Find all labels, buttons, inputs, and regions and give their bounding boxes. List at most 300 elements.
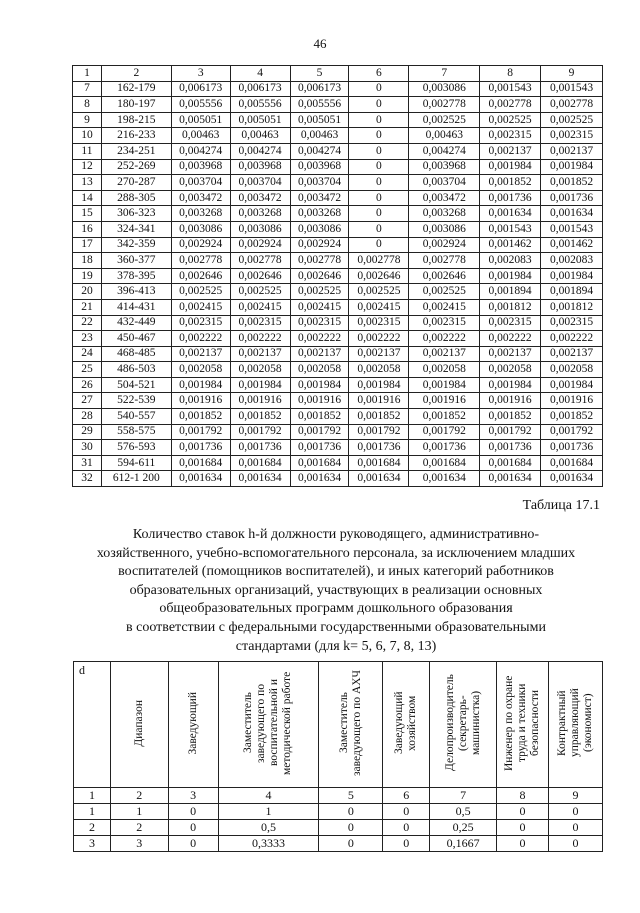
- table-cell: 0: [349, 112, 409, 128]
- table-cell: 0,002058: [171, 362, 230, 378]
- table-cell: 612-1 200: [101, 471, 171, 487]
- table-cell: 6: [349, 66, 409, 82]
- table-cell: 0,002646: [409, 268, 480, 284]
- table-cell: 0,001984: [541, 159, 603, 175]
- table-cell: 0,002315: [171, 315, 230, 331]
- table-cell: 0,002315: [290, 315, 349, 331]
- table-cell: 0,001543: [480, 81, 541, 97]
- table-cell: 396-413: [101, 284, 171, 300]
- table-cell: 0,003704: [290, 175, 349, 191]
- table-cell: 0,25: [430, 820, 497, 836]
- table-cell: 0,001634: [171, 471, 230, 487]
- table-cell: 0,001736: [171, 440, 230, 456]
- table-cell: 25: [73, 362, 102, 378]
- table-cell: 24: [73, 346, 102, 362]
- table-cell: 0,001634: [409, 471, 480, 487]
- table-row: [73, 206, 603, 222]
- table-cell: 0,003268: [290, 206, 349, 222]
- table-cell: 0,002315: [409, 315, 480, 331]
- table-cell: 0,001984: [541, 377, 603, 393]
- table-cell: 306-323: [101, 206, 171, 222]
- table-cell: 0,001792: [409, 424, 480, 440]
- table-cell: 342-359: [101, 237, 171, 253]
- table-cell: 0,001792: [480, 424, 541, 440]
- table-cell: 0,003704: [230, 175, 290, 191]
- table-cell: 0: [349, 81, 409, 97]
- table-cell: 0,002525: [349, 284, 409, 300]
- table-cell: 0,002415: [230, 299, 290, 315]
- table-cell: 0,001684: [409, 455, 480, 471]
- table-cell: 0,002222: [230, 331, 290, 347]
- table-cell: 0,002137: [541, 143, 603, 159]
- table-cell: 0,005051: [171, 112, 230, 128]
- table-cell: 0,002137: [480, 346, 541, 362]
- table-cell: 7: [430, 788, 497, 804]
- table-cell: 0,003968: [409, 159, 480, 175]
- table-cell: 27: [73, 393, 102, 409]
- table-cell: 0,1667: [430, 836, 497, 852]
- table-cell: 0,002222: [171, 331, 230, 347]
- table-cell: 4: [218, 788, 319, 804]
- table-cell: 450-467: [101, 331, 171, 347]
- table-cell: 0,001684: [171, 455, 230, 471]
- table-cell: 0,001792: [230, 424, 290, 440]
- table-row: [73, 424, 603, 440]
- table-cell: 180-197: [101, 97, 171, 113]
- table-cell: 0,002315: [541, 128, 603, 144]
- table-cell: 0,003268: [230, 206, 290, 222]
- table-row: [73, 409, 603, 425]
- table-cell: 29: [73, 424, 102, 440]
- table-cell: 0,001634: [230, 471, 290, 487]
- table-cell: 1: [74, 804, 111, 820]
- table-cell: 5: [319, 788, 383, 804]
- table-cell: 11: [73, 143, 102, 159]
- table-cell: 0,002924: [171, 237, 230, 253]
- table-cell: 0: [349, 206, 409, 222]
- table-cell: 0: [349, 190, 409, 206]
- table-cell: 8: [73, 97, 102, 113]
- table-cell: 0: [383, 836, 430, 852]
- table-cell: 3: [168, 788, 218, 804]
- header-cell-clerk: Делопроизводитель (секретарь-машинистка): [430, 662, 497, 788]
- table-cell: 0,002315: [230, 315, 290, 331]
- table-cell: 0,001634: [480, 206, 541, 222]
- table-cell: 0,001684: [541, 455, 603, 471]
- table-cell: 0,002525: [171, 284, 230, 300]
- table-cell: 9: [541, 66, 603, 82]
- header-cell-range: Диапазон: [110, 662, 168, 788]
- table-cell: 252-269: [101, 159, 171, 175]
- table-cell: 0,001736: [480, 440, 541, 456]
- table-cell: 0,001792: [171, 424, 230, 440]
- table-cell: 0,001984: [480, 268, 541, 284]
- table-cell: 576-593: [101, 440, 171, 456]
- table-cell: 0: [549, 804, 603, 820]
- table-cell: 0,00463: [171, 128, 230, 144]
- table-cell: 0,001634: [290, 471, 349, 487]
- table-cell: 0,003472: [171, 190, 230, 206]
- table-cell: 414-431: [101, 299, 171, 315]
- table-caption: [80, 526, 592, 656]
- table-cell: 0,002315: [480, 128, 541, 144]
- table-cell: 0,3333: [218, 836, 319, 852]
- table-row: [73, 237, 603, 253]
- table-cell: 0,001736: [409, 440, 480, 456]
- table-cell: 0,002058: [541, 362, 603, 378]
- table2-header-row: [74, 662, 603, 788]
- table-cell: 0,002222: [349, 331, 409, 347]
- table-cell: 0,002222: [409, 331, 480, 347]
- table-cell: 0,005556: [230, 97, 290, 113]
- page-number: 46: [313, 36, 327, 51]
- table-cell: 0,002525: [230, 284, 290, 300]
- column-number-row: [74, 788, 603, 804]
- table-cell: 0: [168, 804, 218, 820]
- table-cell: 5: [290, 66, 349, 82]
- header-cell-contract-manager: Контрактный управляющий (экономист): [549, 662, 603, 788]
- table-row: [73, 81, 603, 97]
- table-cell: 0,006173: [230, 81, 290, 97]
- table-cell: 0,002525: [290, 284, 349, 300]
- table-cell: 0: [549, 820, 603, 836]
- table-cell: 12: [73, 159, 102, 175]
- caption-line: в соответствии с федеральными государственными образовательными: [126, 619, 546, 635]
- table-cell: 0,002058: [409, 362, 480, 378]
- table-cell: 30: [73, 440, 102, 456]
- table-cell: 0,004274: [409, 143, 480, 159]
- table-cell: 0,001792: [290, 424, 349, 440]
- table-cell: 0: [349, 143, 409, 159]
- table-cell: 0,001984: [290, 377, 349, 393]
- table-cell: 0,002083: [541, 253, 603, 269]
- table-cell: 18: [73, 253, 102, 269]
- table-row: [73, 175, 603, 191]
- table-cell: 0,004274: [290, 143, 349, 159]
- table-row: [73, 455, 603, 471]
- table-cell: 0,002525: [480, 112, 541, 128]
- table-cell: 0,001543: [541, 221, 603, 237]
- table-row: [73, 128, 603, 144]
- table-cell: 0,001984: [541, 268, 603, 284]
- table-cell: 22: [73, 315, 102, 331]
- table-cell: 0,002222: [541, 331, 603, 347]
- table-cell: 0,002778: [409, 253, 480, 269]
- table-cell: 0,002646: [230, 268, 290, 284]
- table-cell: 0,002778: [409, 97, 480, 113]
- table-cell: 0,001634: [541, 471, 603, 487]
- table-cell: 1: [73, 66, 102, 82]
- table-cell: 0,001852: [290, 409, 349, 425]
- table-cell: 0,002058: [230, 362, 290, 378]
- table-cell: 0,003086: [409, 81, 480, 97]
- table-row: [73, 284, 603, 300]
- table-cell: 0: [319, 820, 383, 836]
- table-cell: 8: [480, 66, 541, 82]
- table-row: [73, 299, 603, 315]
- table-cell: 0,002137: [541, 346, 603, 362]
- table-cell: 0: [319, 836, 383, 852]
- table-cell: 0,001852: [480, 175, 541, 191]
- table-cell: 0,002315: [480, 315, 541, 331]
- table-cell: 0,002315: [349, 315, 409, 331]
- table-cell: 0: [383, 804, 430, 820]
- table-cell: 0: [549, 836, 603, 852]
- table-cell: 0,003086: [290, 221, 349, 237]
- table-cell: 0: [383, 820, 430, 836]
- table-cell: 0,001462: [480, 237, 541, 253]
- table-cell: 0,002525: [409, 284, 480, 300]
- header-cell-d: d: [74, 662, 111, 788]
- table-cell: 9: [549, 788, 603, 804]
- table-cell: 0,003268: [171, 206, 230, 222]
- table-cell: 4: [230, 66, 290, 82]
- table-cell: 270-287: [101, 175, 171, 191]
- table-cell: 234-251: [101, 143, 171, 159]
- table-cell: 14: [73, 190, 102, 206]
- table-cell: 0: [349, 128, 409, 144]
- table-cell: 0,003268: [409, 206, 480, 222]
- table-cell: 0,001916: [171, 393, 230, 409]
- table-cell: 0,001736: [230, 440, 290, 456]
- table-cell: 0,001792: [541, 424, 603, 440]
- table-cell: 0,001684: [349, 455, 409, 471]
- table-row: [73, 190, 603, 206]
- caption-line: стандартами (для k= 5, 6, 7, 8, 13): [235, 638, 437, 654]
- table-row: [73, 377, 603, 393]
- table-cell: 360-377: [101, 253, 171, 269]
- table-cell: 216-233: [101, 128, 171, 144]
- table-cell: 8: [497, 788, 549, 804]
- table-cell: 0,003704: [409, 175, 480, 191]
- table-cell: 0,002924: [290, 237, 349, 253]
- table-cell: 468-485: [101, 346, 171, 362]
- table-cell: 0,003086: [409, 221, 480, 237]
- table-cell: 0,001894: [480, 284, 541, 300]
- table-cell: 13: [73, 175, 102, 191]
- table-cell: 0: [497, 804, 549, 820]
- table-cell: 0,00463: [230, 128, 290, 144]
- table-cell: 0,002415: [290, 299, 349, 315]
- table-cell: 0,002137: [230, 346, 290, 362]
- table-cell: 0,001984: [409, 377, 480, 393]
- table-cell: 0,002525: [409, 112, 480, 128]
- table-row: [73, 362, 603, 378]
- table-cell: 9: [73, 112, 102, 128]
- table-cell: 2: [74, 820, 111, 836]
- table-cell: 0,002083: [480, 253, 541, 269]
- table-cell: 28: [73, 409, 102, 425]
- table-cell: 0,001984: [171, 377, 230, 393]
- table-cell: 0,001634: [541, 206, 603, 222]
- table-cell: 0,002778: [349, 253, 409, 269]
- table-cell: 21: [73, 299, 102, 315]
- table-cell: 0,002778: [480, 97, 541, 113]
- table-row: [73, 331, 603, 347]
- table-cell: 0,001916: [230, 393, 290, 409]
- table-cell: 2: [101, 66, 171, 82]
- table-cell: 486-503: [101, 362, 171, 378]
- table-cell: 7: [409, 66, 480, 82]
- table-row: [74, 804, 603, 820]
- table-cell: 0,002415: [349, 299, 409, 315]
- table-cell: 0,001852: [171, 409, 230, 425]
- table-row: [73, 315, 603, 331]
- table-cell: 504-521: [101, 377, 171, 393]
- header-cell-head: Заведующий: [168, 662, 218, 788]
- table-cell: 0,00463: [290, 128, 349, 144]
- table-cell: 0,002646: [171, 268, 230, 284]
- table-cell: 0,003704: [171, 175, 230, 191]
- table-cell: 0,005556: [290, 97, 349, 113]
- table-row: [73, 112, 603, 128]
- table-cell: 6: [383, 788, 430, 804]
- table-cell: 0,002137: [409, 346, 480, 362]
- table-cell: 3: [171, 66, 230, 82]
- caption-line: образовательных организаций, участвующих в реализации основных: [129, 582, 543, 598]
- table-cell: 288-305: [101, 190, 171, 206]
- table-cell: 17: [73, 237, 102, 253]
- table-cell: 0,002924: [230, 237, 290, 253]
- table-cell: 0: [349, 97, 409, 113]
- table-cell: 0: [168, 836, 218, 852]
- table-cell: 0,001852: [541, 409, 603, 425]
- table-cell: 0,001894: [541, 284, 603, 300]
- table-cell: 0,002778: [290, 253, 349, 269]
- header-cell-housekeeping: Заведующий хозяйством: [383, 662, 430, 788]
- table-cell: 0,002222: [290, 331, 349, 347]
- table-cell: 0,003968: [290, 159, 349, 175]
- table-cell: 0,001984: [349, 377, 409, 393]
- table-cell: 0,001684: [480, 455, 541, 471]
- table-cell: 0,001852: [541, 175, 603, 191]
- header-cell-safety-engineer: Инженер по охране труда и техники безопасности: [497, 662, 549, 788]
- table-cell: 198-215: [101, 112, 171, 128]
- table-row: [74, 820, 603, 836]
- table-cell: 162-179: [101, 81, 171, 97]
- header-cell-deputy-ahch: Заместитель заведующего по АХЧ: [319, 662, 383, 788]
- table-cell: 0,001852: [349, 409, 409, 425]
- table-cell: 0,002415: [409, 299, 480, 315]
- table-cell: 16: [73, 221, 102, 237]
- table-cell: 0,002778: [541, 97, 603, 113]
- table-cell: 0,002058: [290, 362, 349, 378]
- table-row: [73, 143, 603, 159]
- table-cell: 0,001984: [480, 377, 541, 393]
- table-cell: 0,001736: [541, 190, 603, 206]
- table-cell: 0,001736: [480, 190, 541, 206]
- header-cell-deputy-methodical: Заместитель заведующего по воспитательной и методической работе: [218, 662, 319, 788]
- table-cell: 0,001543: [541, 81, 603, 97]
- table-cell: 540-557: [101, 409, 171, 425]
- table-cell: 1: [74, 788, 111, 804]
- table-cell: 0,001916: [541, 393, 603, 409]
- table-row: [73, 253, 603, 269]
- table-cell: 0,003086: [230, 221, 290, 237]
- table-row: [73, 268, 603, 284]
- table-cell: 0: [349, 237, 409, 253]
- table-cell: 0,005556: [171, 97, 230, 113]
- table-cell: 0,001736: [290, 440, 349, 456]
- table-row: [73, 471, 603, 487]
- table-cell: 0,5: [218, 820, 319, 836]
- table-row: [73, 346, 603, 362]
- table-cell: 1: [218, 804, 319, 820]
- table-cell: 0,001634: [480, 471, 541, 487]
- table-cell: 0,001684: [230, 455, 290, 471]
- table-cell: 0,001736: [541, 440, 603, 456]
- table-cell: 378-395: [101, 268, 171, 284]
- table-cell: 0,005051: [290, 112, 349, 128]
- table-cell: 2: [110, 788, 168, 804]
- table-cell: 0,006173: [171, 81, 230, 97]
- table-cell: 0: [349, 159, 409, 175]
- coefficients-table: [72, 65, 603, 487]
- table-cell: 0,002778: [171, 253, 230, 269]
- table-cell: 0,002415: [171, 299, 230, 315]
- table-cell: 0,002646: [349, 268, 409, 284]
- table-cell: 0,004274: [230, 143, 290, 159]
- table-cell: 0: [497, 820, 549, 836]
- table-cell: 0,001736: [349, 440, 409, 456]
- table-cell: 0: [349, 175, 409, 191]
- table-cell: 0,002137: [290, 346, 349, 362]
- table-cell: 0,001812: [541, 299, 603, 315]
- table-cell: 0,002646: [290, 268, 349, 284]
- table-cell: 0,002778: [230, 253, 290, 269]
- table-cell: 0,002222: [480, 331, 541, 347]
- table-cell: 0,002137: [171, 346, 230, 362]
- table-header-row: [73, 66, 603, 82]
- table-cell: 1: [110, 804, 168, 820]
- caption-line: общеобразовательных программ дошкольного образования: [159, 601, 513, 617]
- table-cell: 0,003086: [171, 221, 230, 237]
- table-cell: 0,003472: [409, 190, 480, 206]
- table-cell: 0,003472: [230, 190, 290, 206]
- table-cell: 0,001916: [409, 393, 480, 409]
- table-cell: 0: [168, 820, 218, 836]
- table-cell: 0,001792: [349, 424, 409, 440]
- table-row: [74, 836, 603, 852]
- table-cell: 0,004274: [171, 143, 230, 159]
- table-cell: 522-539: [101, 393, 171, 409]
- caption-line: воспитателей (помощников воспитателей), и иных категорий работников: [118, 564, 554, 580]
- table-cell: 0,003968: [230, 159, 290, 175]
- table-cell: 7: [73, 81, 102, 97]
- table-cell: 0: [349, 221, 409, 237]
- table-cell: 0,001984: [230, 377, 290, 393]
- table-cell: 0,001812: [480, 299, 541, 315]
- table-cell: 0,002058: [480, 362, 541, 378]
- table-cell: 0,001916: [349, 393, 409, 409]
- table-cell: 0,001916: [290, 393, 349, 409]
- table-row: [73, 393, 603, 409]
- table-cell: 0: [319, 804, 383, 820]
- table-label: Таблица 17.1: [522, 498, 600, 513]
- table-row: [73, 440, 603, 456]
- table-cell: 432-449: [101, 315, 171, 331]
- table-cell: 0,003968: [171, 159, 230, 175]
- table-cell: 0,001852: [480, 409, 541, 425]
- table-cell: 26: [73, 377, 102, 393]
- table-cell: 594-611: [101, 455, 171, 471]
- table-cell: 0,5: [430, 804, 497, 820]
- table-cell: 0,002137: [480, 143, 541, 159]
- table-cell: 0: [497, 836, 549, 852]
- table-cell: 0,006173: [290, 81, 349, 97]
- table-cell: 2: [110, 820, 168, 836]
- table-cell: 0,002315: [541, 315, 603, 331]
